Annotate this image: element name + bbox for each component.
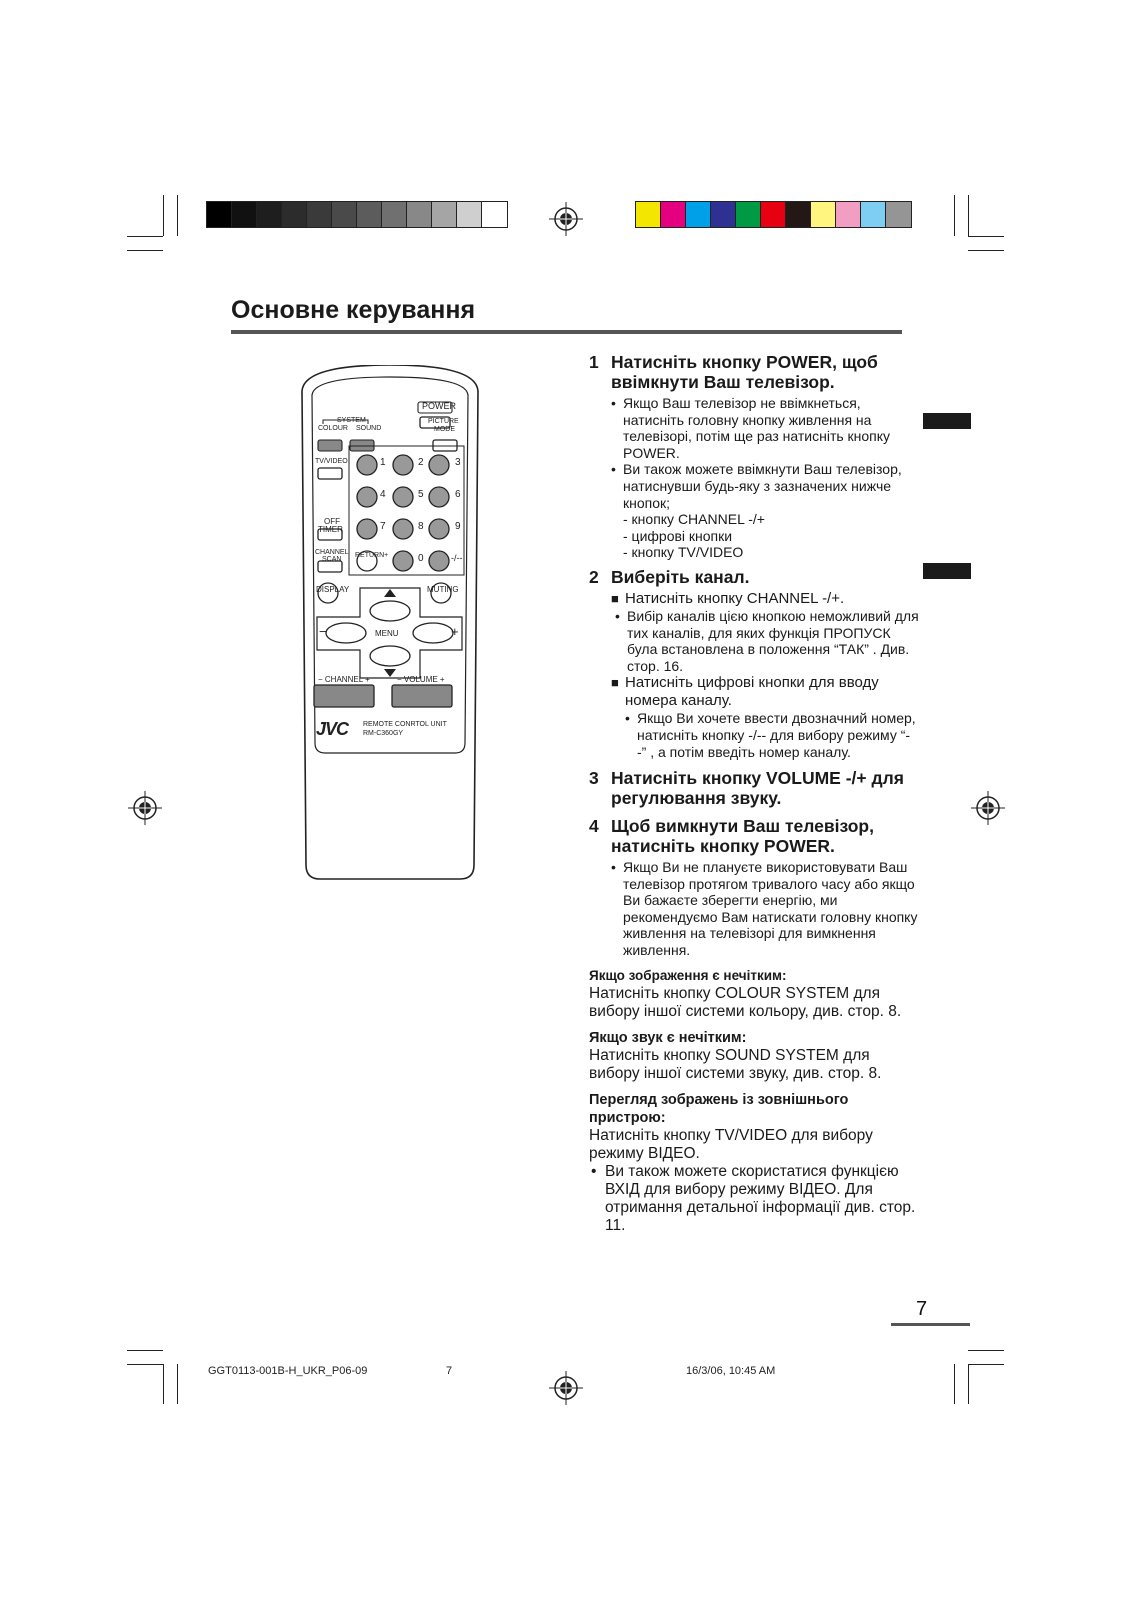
channel-text: CHANNEL bbox=[324, 675, 363, 684]
crop-mark bbox=[954, 1364, 955, 1404]
square-text: Натисніть кнопку CHANNEL -/+. bbox=[625, 589, 845, 607]
footer-filename: GGT0113-001B-H_UKR_P06-09 bbox=[208, 1365, 368, 1377]
side-tab bbox=[923, 563, 971, 579]
digit-label: 4 bbox=[380, 489, 386, 500]
bullet-text: Якщо Ваш телевізор не ввімкнеться, натисніть головну кнопку живлення на телевізорі, потім ще раз натисніть кнопку POWER. bbox=[623, 395, 891, 461]
bullet-text: Якщо Ви хочете ввести двозначний номер, натисніть кнопку -/-- для вибору режиму “--” , а потім введіть номер каналу. bbox=[637, 710, 916, 760]
color-swatch bbox=[836, 202, 861, 227]
color-swatch bbox=[257, 202, 282, 227]
crop-mark bbox=[177, 195, 178, 236]
color-swatch bbox=[886, 202, 911, 227]
color-swatch bbox=[711, 202, 736, 227]
paragraph: Натисніть кнопку TV/VIDEO для вибору режиму ВІДЕО. bbox=[589, 1126, 873, 1162]
color-bar bbox=[635, 201, 912, 228]
paragraph: Натисніть кнопку SOUND SYSTEM для вибору іншої системи звуку, див. стор. 8. bbox=[589, 1046, 882, 1082]
display-label: DISPLAY bbox=[316, 585, 350, 594]
color-swatch bbox=[686, 202, 711, 227]
bullet-item: • Ви також можете скористатися функцією ВХІД для вибору режиму ВІДЕО. Для отримання детальної інформації див. стор. 11. bbox=[591, 1163, 919, 1235]
step-2 bbox=[589, 567, 919, 587]
page-number-rule bbox=[891, 1323, 970, 1326]
grayscale-bar bbox=[206, 201, 508, 228]
square-text: Натисніть цифрові кнопки для вводу номера каналу. bbox=[625, 674, 879, 710]
channel-bar-label: − CHANNEL + bbox=[318, 675, 370, 684]
registration-target-icon bbox=[128, 791, 162, 825]
bullet-item: • Якщо Ваш телевізор не ввімкнеться, натисніть головну кнопку живлення на телевізорі, потім ще раз натисніть кнопку POWER. bbox=[611, 395, 919, 461]
digit-label: 0 bbox=[418, 553, 424, 564]
page-number: 7 bbox=[916, 1298, 928, 1320]
digit-label: 3 bbox=[455, 457, 461, 468]
crop-mark bbox=[127, 250, 163, 251]
section-heading: Якщо зображення є нечітким: bbox=[589, 967, 787, 983]
color-swatch bbox=[357, 202, 382, 227]
picture-label: PICTURE bbox=[428, 418, 459, 425]
step-title: Щоб вимкнути Ваш телевізор, натисніть кнопку POWER. bbox=[611, 816, 874, 857]
system-label: SYSTEM bbox=[337, 417, 366, 424]
step-3 bbox=[589, 768, 919, 808]
crop-mark bbox=[968, 1350, 1004, 1351]
color-swatch bbox=[736, 202, 761, 227]
dash-key-label: -/-- bbox=[451, 553, 463, 563]
channel-scan-label: CHANNEL bbox=[315, 549, 349, 556]
crop-mark bbox=[127, 1350, 163, 1351]
color-swatch bbox=[457, 202, 482, 227]
square-item: ■ Натисніть цифрові кнопки для вводу номера каналу. bbox=[611, 674, 919, 710]
color-swatch bbox=[786, 202, 811, 227]
dash-item: - кнопку TV/VIDEO bbox=[623, 544, 744, 561]
crop-mark bbox=[127, 236, 163, 237]
bullet-item: • Якщо Ви хочете ввести двозначний номер, натисніть кнопку -/-- для вибору режиму “--” , а потім введіть номер каналу. bbox=[625, 710, 919, 760]
step-number: 3 bbox=[589, 768, 599, 789]
plus-icon: + bbox=[451, 624, 459, 639]
volume-bar-label: − VOLUME + bbox=[397, 675, 445, 684]
jvc-logo: JVC bbox=[316, 719, 349, 739]
bullet-text: Якщо Ви не плануєте використовувати Ваш телевізор протягом тривалого часу або якщо Ви бажаєте зберегти енергію, ми рекомендуємо Вам натискати головну кнопку живлення на телевізорі для вимкнення живлення. bbox=[623, 859, 918, 959]
digit-label: 2 bbox=[418, 457, 424, 468]
color-swatch bbox=[282, 202, 307, 227]
footer-date: 16/3/06, 10:45 AM bbox=[686, 1365, 776, 1377]
color-swatch bbox=[307, 202, 332, 227]
timer-label: TIMER bbox=[318, 525, 343, 534]
color-swatch bbox=[432, 202, 457, 227]
section-heading: Перегляд зображень із зовнішнього пристрою: bbox=[589, 1091, 849, 1126]
scan-label: SCAN bbox=[322, 556, 342, 563]
color-swatch bbox=[332, 202, 357, 227]
remote-unit-text: REMOTE CONRTOL UNIT bbox=[363, 721, 447, 728]
title-rule bbox=[231, 330, 902, 334]
registration-target-icon bbox=[549, 202, 583, 236]
crop-mark bbox=[968, 195, 969, 236]
off-label: OFF bbox=[324, 517, 340, 526]
digit-label: 8 bbox=[418, 521, 424, 532]
color-swatch bbox=[232, 202, 257, 227]
step-number: 1 bbox=[589, 352, 599, 372]
colour-label: COLOUR bbox=[318, 425, 348, 432]
digit-label: 9 bbox=[455, 521, 461, 532]
step-title: Натисніть кнопку POWER, щоб ввімкнути Ваш телевізор. bbox=[611, 352, 878, 392]
digit-label: 7 bbox=[380, 521, 386, 532]
step-title: Натисніть кнопку VOLUME -/+ для регулювання звуку. bbox=[611, 768, 904, 809]
power-label: POWER bbox=[422, 401, 457, 411]
registration-target-icon bbox=[971, 791, 1005, 825]
bullet-item: • Якщо Ви не плануєте використовувати Ваш телевізор протягом тривалого часу або якщо Ви бажаєте зберегти енергію, ми рекомендуємо Вам натискати головну кнопку живлення на телевізорі для вимкнення живлення. bbox=[611, 859, 918, 959]
section-heading: Якщо звук є нечітким: bbox=[589, 1029, 747, 1046]
color-swatch bbox=[661, 202, 686, 227]
crop-mark bbox=[968, 1364, 969, 1404]
color-swatch bbox=[207, 202, 232, 227]
crop-mark bbox=[127, 1364, 163, 1365]
registration-target-icon bbox=[549, 1371, 583, 1405]
digit-label: 6 bbox=[455, 489, 461, 500]
side-tab bbox=[923, 413, 971, 429]
crop-mark bbox=[177, 1364, 178, 1404]
dash-item: - цифрові кнопки bbox=[623, 527, 733, 544]
crop-mark bbox=[968, 236, 1004, 237]
instructions-column bbox=[589, 352, 919, 1235]
tv-video-label: TV/VIDEO bbox=[315, 458, 348, 465]
square-item: ■ Натисніть кнопку CHANNEL -/+. bbox=[611, 589, 845, 607]
muting-label: MUTING bbox=[427, 585, 459, 594]
step-number: 2 bbox=[589, 566, 599, 587]
volume-text: VOLUME bbox=[403, 675, 438, 684]
color-swatch bbox=[761, 202, 786, 227]
return-label: RETURN+ bbox=[355, 552, 389, 559]
step-title: Виберіть канал. bbox=[611, 566, 750, 587]
color-swatch bbox=[382, 202, 407, 227]
color-swatch bbox=[407, 202, 432, 227]
bullet-text: Ви також можете скористатися функцією ВХІД для вибору режиму ВІДЕО. Для отримання детальної інформації див. стор. 11. bbox=[605, 1162, 916, 1234]
paragraph: Натисніть кнопку COLOUR SYSTEM для вибору іншої системи кольору, див. стор. 8. bbox=[589, 984, 902, 1020]
digit-label: 5 bbox=[418, 489, 424, 500]
digit-label: 1 bbox=[380, 457, 386, 468]
step-number: 4 bbox=[589, 816, 599, 837]
bullet-item: • Вибір каналів цією кнопкою неможливий для тих каналів, для яких функція ПРОПУСК була встановлена в положення “ТАК” . Див. стор. 16. bbox=[615, 607, 919, 674]
menu-label: MENU bbox=[375, 629, 399, 638]
page-title: Основне керування bbox=[231, 296, 476, 324]
color-swatch bbox=[482, 202, 507, 227]
crop-mark bbox=[954, 195, 955, 236]
minus-icon: − bbox=[319, 624, 327, 639]
dash-item: - кнопку CHANNEL -/+ bbox=[623, 511, 765, 528]
bullet-text: Вибір каналів цією кнопкою неможливий для тих каналів, для яких функція ПРОПУСК була встановлена в положення “ТАК” . Див. стор. 16. bbox=[627, 607, 919, 674]
mode-label: MODE bbox=[434, 426, 455, 433]
color-swatch bbox=[811, 202, 836, 227]
bullet-item: • Ви також можете ввімкнути Ваш телевізор, натиснувши будь-яку з зазначених нижче кнопок; bbox=[611, 461, 919, 511]
color-swatch bbox=[861, 202, 886, 227]
step-1 bbox=[589, 352, 919, 392]
crop-mark bbox=[163, 195, 164, 236]
crop-mark bbox=[968, 1364, 1004, 1365]
step-4 bbox=[589, 816, 919, 856]
crop-mark bbox=[968, 250, 1004, 251]
color-swatch bbox=[636, 202, 661, 227]
crop-mark bbox=[163, 1364, 164, 1404]
bullet-text: Ви також можете ввімкнути Ваш телевізор, натиснувши будь-яку з зазначених нижче кнопок; bbox=[623, 461, 902, 511]
sound-label: SOUND bbox=[356, 425, 382, 432]
remote-model-text: RM-C360GY bbox=[363, 730, 404, 737]
footer-page: 7 bbox=[446, 1365, 453, 1377]
